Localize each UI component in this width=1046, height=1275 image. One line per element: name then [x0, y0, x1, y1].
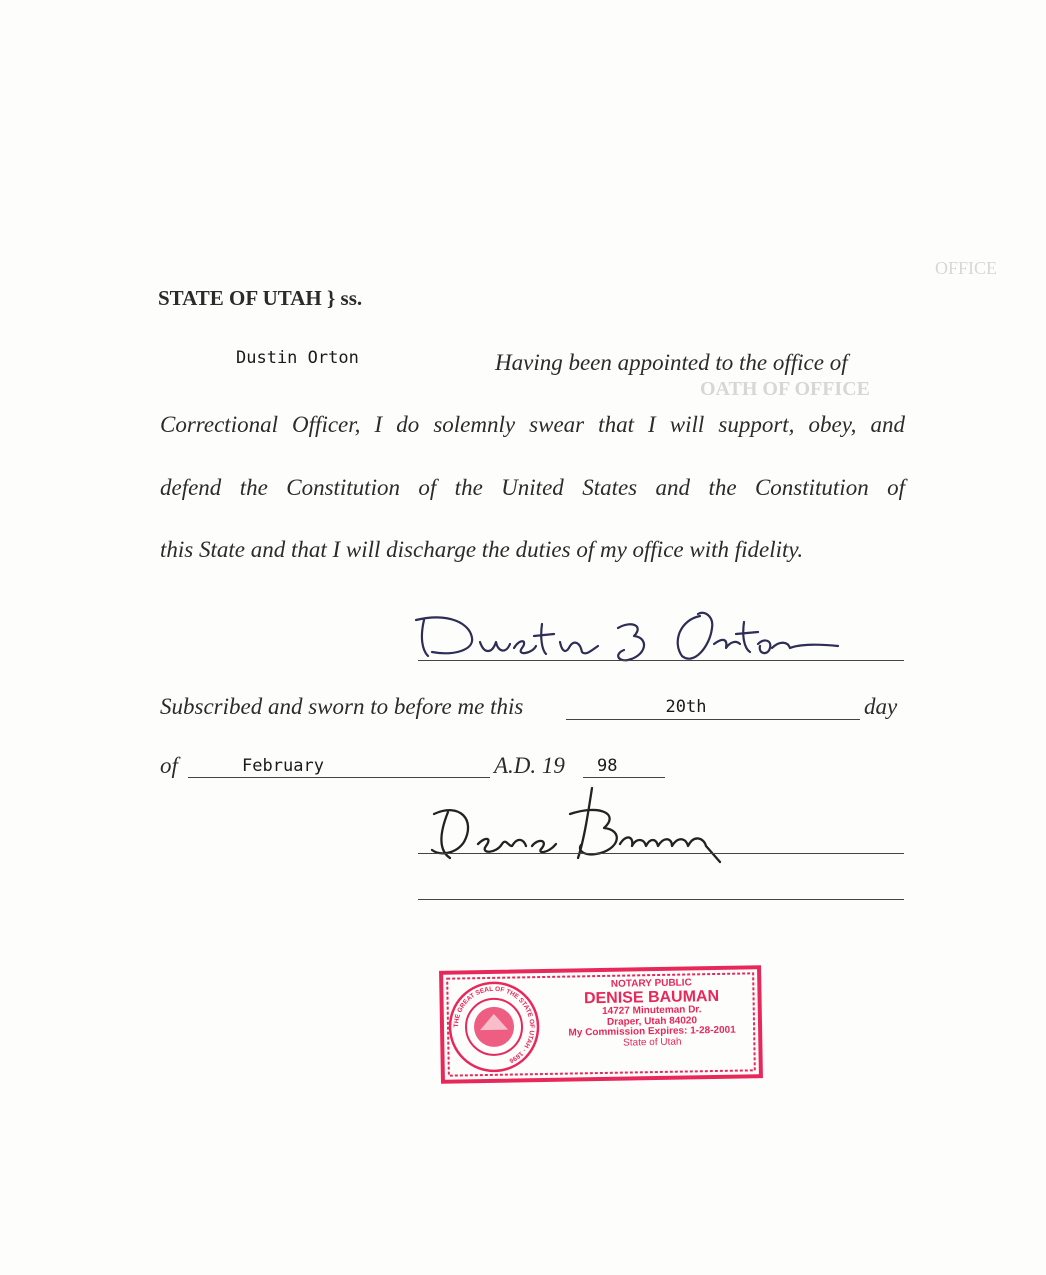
oath-line-3: defend the Constitution of the United States and the Constitution of	[160, 475, 905, 500]
stamp-title: NOTARY PUBLIC	[610, 977, 692, 990]
day-label: day	[864, 694, 898, 719]
seal-emblem	[449, 982, 539, 1072]
day-value: 20th	[665, 697, 707, 717]
notary-title-line	[418, 899, 904, 900]
svg-text:THE GREAT SEAL OF THE STATE OF	[452, 985, 535, 1065]
venue-heading: STATE OF UTAH } ss.	[158, 286, 363, 310]
oath-line-4: this State and that I will discharge the duties of my office with fidelity.	[160, 537, 804, 562]
stamp-text-block	[551, 977, 752, 1050]
year-label: A.D. 19	[494, 753, 565, 778]
stamp-address-2: Draper, Utah 84020	[606, 1015, 698, 1028]
affiant-signature-line	[418, 660, 904, 661]
affiant-signature	[410, 602, 850, 672]
bleed-through-text: OFFICE	[935, 258, 998, 278]
year-blank	[583, 777, 665, 778]
day-blank	[566, 719, 860, 720]
notary-signature	[420, 784, 730, 868]
oath-line-2: Correctional Officer, I do solemnly swear that I will support, obey, and	[160, 412, 905, 437]
stamp-address-1: 14727 Minuteman Dr.	[601, 1004, 702, 1018]
stamp-state: State of Utah	[623, 1036, 682, 1049]
affiant-name: Dustin Orton	[236, 348, 359, 368]
month-blank	[188, 777, 490, 778]
month-value: February	[242, 756, 324, 776]
stamp-commission: My Commission Expires: 1-28-2001	[568, 1024, 736, 1039]
notary-signature-line	[418, 853, 904, 854]
notary-stamp	[439, 965, 763, 1084]
year-value: 98	[597, 756, 618, 776]
oath-line-1: Having been appointed to the office of	[495, 350, 848, 375]
jurat-prefix: Subscribed and sworn to before me this	[160, 694, 524, 719]
seal-text: THE GREAT SEAL OF THE STATE OF UTAH · 1896	[452, 985, 536, 1065]
of-label: of	[160, 753, 178, 778]
stamp-name: DENISE BAUMAN	[583, 987, 720, 1007]
bleed-through-title: OATH OF OFFICE	[700, 378, 870, 400]
